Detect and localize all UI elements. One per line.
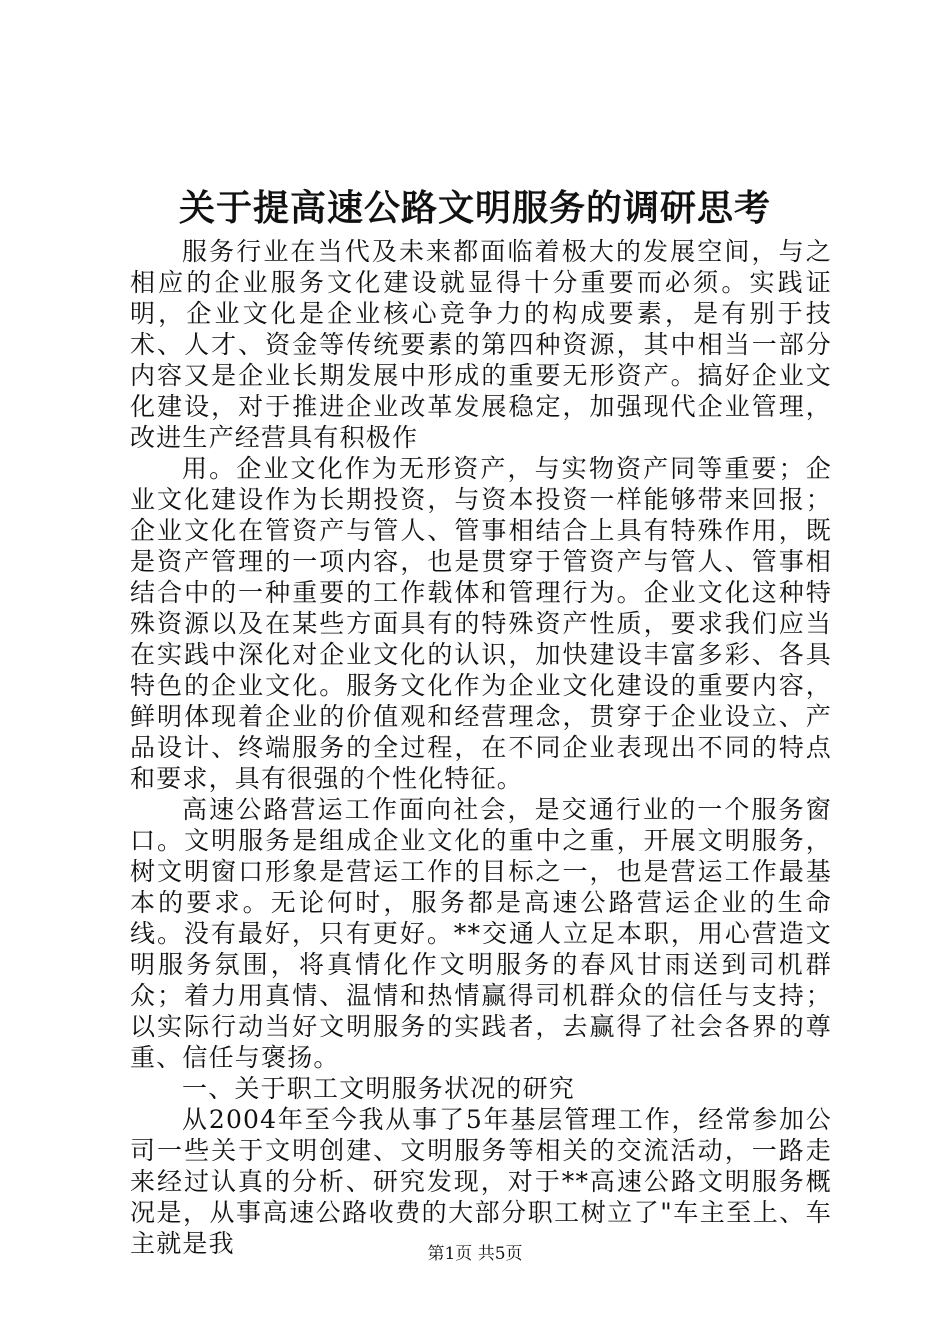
document-body (130, 236, 832, 1259)
paragraph-4: 从2004年至今我从事了5年基层管理工作，经常参加公司一些关于文明创建、文明服务等相关的交流活动，一路走来经过认真的分析、研究发现，对于**高速公路文明服务概况是，从事高速公路收费的大部分职工树立了"车主至上、车主就是我 (130, 1105, 832, 1258)
paragraph-2: 用。企业文化作为无形资产，与实物资产同等重要；企业文化建设作为长期投资，与资本投资一样能够带来回报；企业文化在管资产与管人、管事相结合上具有特殊作用，既是资产管理的一项内容，也是贯穿于管资产与管人、管事相结合中的一种重要的工作载体和管理行为。企业文化这种特殊资源以及在某些方面具有的特殊资产性质，要求我们应当在实践中深化对企业文化的认识，加快建设丰富多彩、各具特色的企业文化。服务文化作为企业文化建设的重要内容，鲜明体现着企业的价值观和经营理念，贯穿于企业设立、产品设计、终端服务的全过程，在不同企业表现出不同的特点和要求，具有很强的个性化特征。 (130, 454, 832, 793)
paragraph-1: 服务行业在当代及未来都面临着极大的发展空间，与之相应的企业服务文化建设就显得十分重要而必须。实践证明，企业文化是企业核心竞争力的构成要素，是有别于技术、人才、资金等传统要素的第四种资源，其中相当一部分内容又是企业长期发展中形成的重要无形资产。搞好企业文化建设，对于推进企业改革发展稳定，加强现代企业管理，改进生产经营具有积极作 (130, 237, 832, 452)
document-title: 关于提高速公路文明服务的调研思考 (178, 187, 771, 229)
section-heading-1: 一、关于职工文明服务状况的研究 (182, 1074, 576, 1103)
page-footer: 第1页 共5页 (427, 1244, 523, 1264)
paragraph-3: 高速公路营运工作面向社会，是交通行业的一个服务窗口。文明服务是组成企业文化的重中之重，开展文明服务，树文明窗口形象是营运工作的目标之一，也是营运工作最基本的要求。无论何时，服务都是高速公路营运企业的生命线。没有最好，只有更好。**交通人立足本职，用心营造文明服务氛围，将真情化作文明服务的春风甘雨送到司机群众；着力用真情、温情和热情赢得司机群众的信任与支持；以实际行动当好文明服务的实践者，去赢得了社会各界的尊重、信任与褒扬。 (130, 795, 832, 1072)
